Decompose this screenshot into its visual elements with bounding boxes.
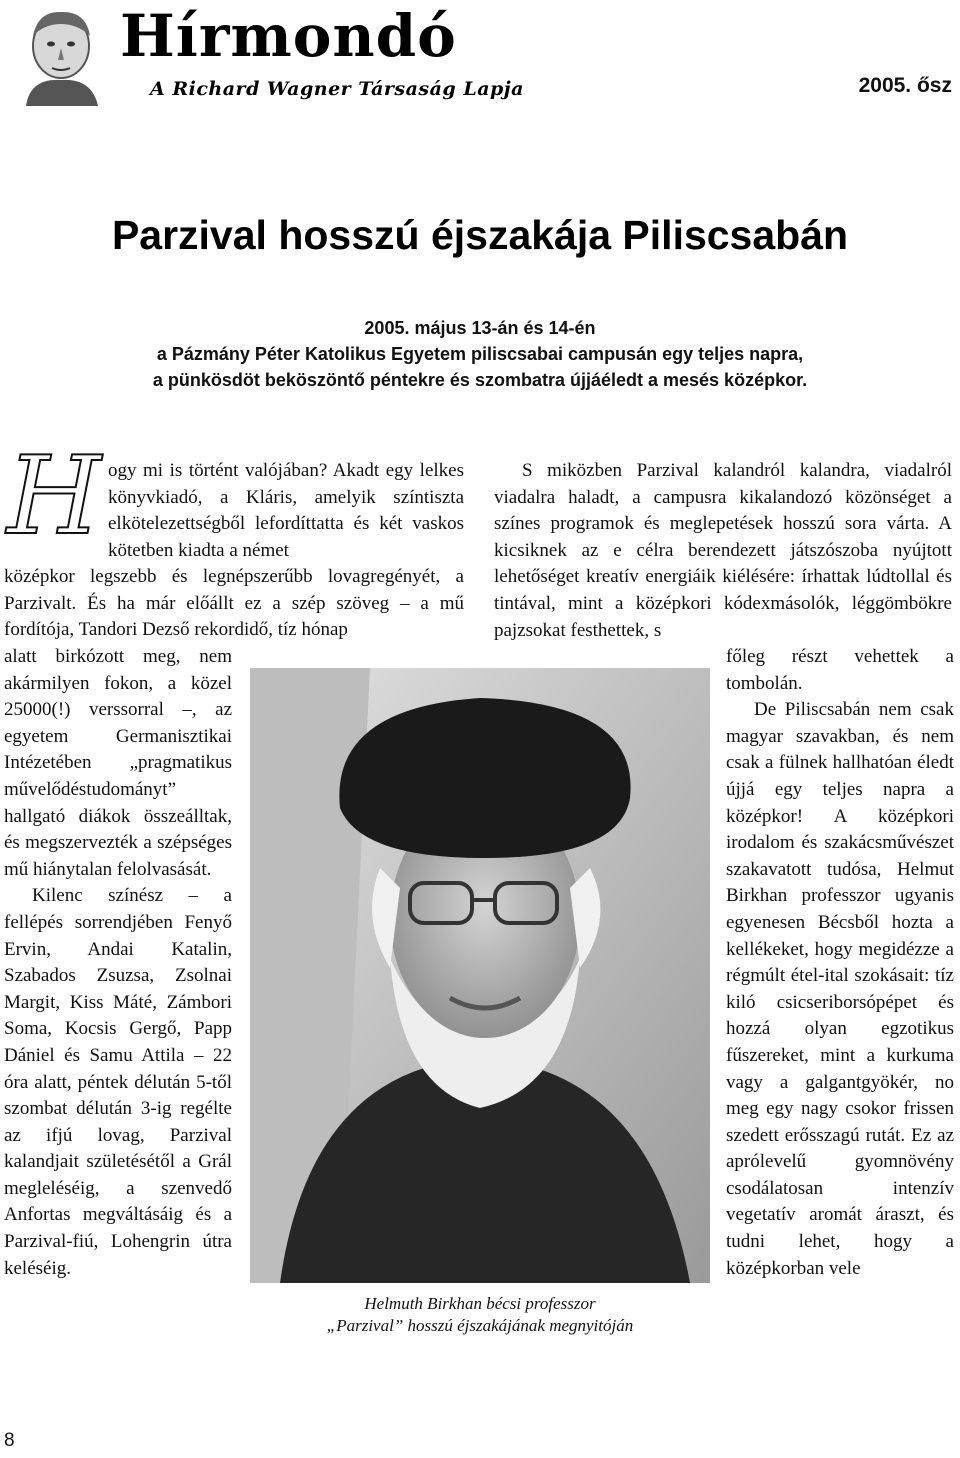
caption-line: Helmuth Birkhan bécsi professzor	[364, 1294, 596, 1313]
article-headline: Parzival hosszú éjszakája Piliscsabán	[111, 212, 849, 258]
issue-date: 2005. ősz	[858, 74, 952, 97]
body-text: középkor legszebb és legnépszerűbb lovagregényét, a Parzivalt. És ha már előállt ez a szép szöveg – a mű fordítója, Tandori Dezső rekordidő, tíz hónap	[4, 566, 464, 641]
masthead-subtitle: A Richard Wagner Társaság Lapja	[150, 78, 524, 100]
wagner-portrait-logo	[8, 6, 114, 106]
body-text: ogy mi is történt valójában? Akadt egy lelkes könyvkiadó, a Kláris, amelyik színtiszta elkötelezettségből lefordíttatta és két vaskos kötetben kiadta a német	[108, 460, 464, 561]
body-paragraph	[494, 458, 952, 644]
caption-line: „Parzival” hosszú éjszakájának megnyitóján	[326, 1316, 634, 1335]
lead-line: 2005. május 13-án és 14-én	[364, 318, 596, 338]
dropcap-letter: H	[6, 445, 102, 545]
body-paragraph	[108, 458, 464, 564]
dropcap-initial	[4, 445, 104, 545]
photo-caption	[250, 1293, 710, 1337]
body-text: alatt birkózott meg, nem akármilyen fokon, a közel 25000(!) verssorral –, az egyetem Germanisztikai Intézetében „pragmatikus művelődéstudományt” hallgató diákok összeálltak, és megszervezték a szépséges mű hiánytalan felolvasását.	[4, 646, 232, 880]
body-paragraph	[4, 564, 464, 644]
article-lead	[40, 315, 920, 393]
body-text: S miközben Parzival kalandról kalandra, viadalról viadalra haladt, a campusra kikalandozó közönséget a színes programok és meglepetések hosszú sora várta. A kicsiknek az e célra berendezett játszószoba nyújtott lehetőséget kreatív energiáik kiélésére: írhattak lúdtollal és tintával, mint a középkori kódexmásolók, léggömbökre pajzsokat festhettek, s	[494, 460, 952, 641]
body-text: főleg részt vehettek a tombolán.	[726, 646, 954, 694]
page-number: 8	[4, 1430, 15, 1451]
lead-line: a pünkösdöt beköszöntő péntekre és szombatra újjáéledt a mesés középkor.	[152, 370, 808, 390]
body-column-left	[4, 644, 232, 1282]
body-text: Kilenc színész – a fellépés sorrendjében Fenyő Ervin, Andai Katalin, Szabados Zsuzsa, Zsolnai Margit, Kiss Máté, Zámbori Soma, Kocsis Gergő, Papp Dániel és Samu Attila – 22 óra alatt, péntek délután 5-től szombat délután 3-ig regélte az ifjú lovag, Parzival kalandjait születésétől a Grál megleléséig, a szenvedő Anfortas megváltásáig és a Parzival-fiú, Lohengrin útra keléséig.	[4, 885, 232, 1279]
professor-photo	[250, 668, 710, 1283]
masthead-title: Hírmondó	[120, 2, 457, 70]
body-text: De Piliscsabán nem csak magyar szavakban, és nem csak a fülnek hallhatóan éledt újjá egy teljes napra a középkor! A középkori irodalom és szakácsművészet szakavatott tudósa, Helmut Birkhan professzor ugyanis egyenesen Bécsből hozta a kellékeket, hogy megidézze a régmúlt étel-ital szokásait: tíz kiló csicseriborsópépet és hozzá olyan egzotikus fűszereket, mint a kurkuma vagy a galgantgyökér, no meg egy nagy csokor frissen szedett erősszagú rutát. Ez az aprólevelű gyomnövény csodálatosan intenzív vegetatív aromát áraszt, és tudni lehet, hogy a középkorban vele	[726, 699, 954, 1279]
lead-line: a Pázmány Péter Katolikus Egyetem piliscsabai campusán egy teljes napra,	[156, 344, 804, 364]
body-column-right	[726, 644, 954, 1282]
